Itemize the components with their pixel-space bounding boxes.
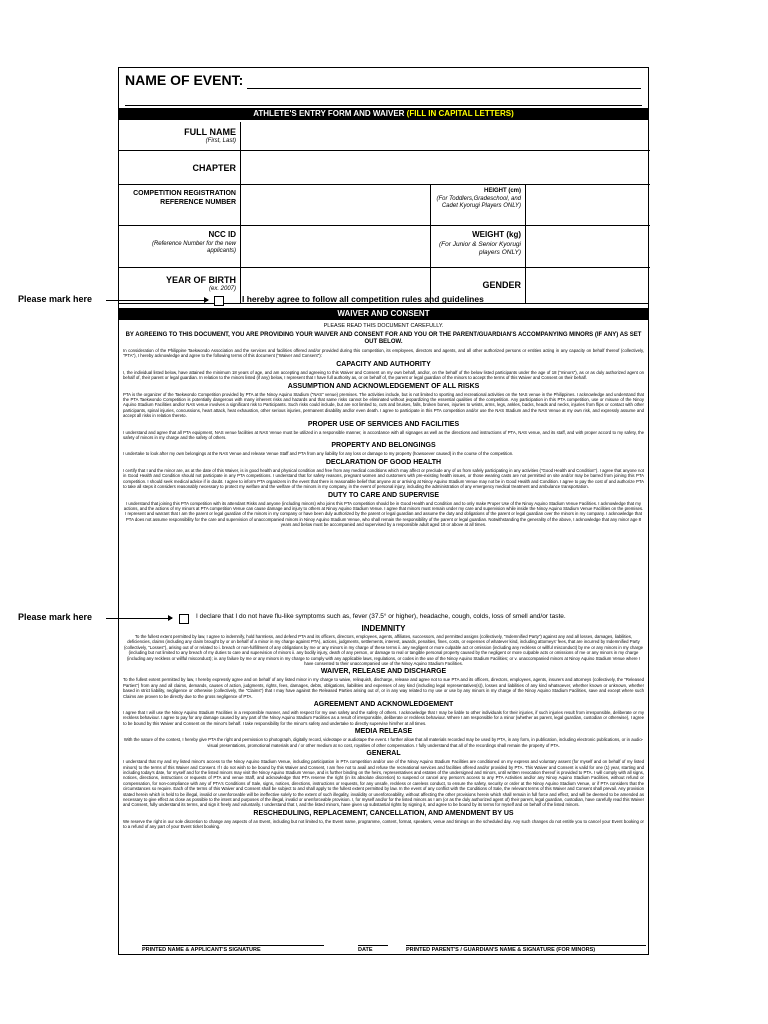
health-heading: DECLARATION OF GOOD HEALTH bbox=[325, 458, 442, 466]
proper-use-text: I understand and agree that all PTA equipment, NAS venue facilities at NAS Venue must be utilized in a responsible manner, in accordance with all signages as well as the directions and instructions of PTA, NAS venue, and its staff, and with proper accord to my safety, the safety of minors in my charge and the safety of others. bbox=[123, 429, 644, 441]
waiver-body-part1 bbox=[123, 323, 644, 529]
event-name-label: NAME OF EVENT: bbox=[125, 72, 244, 88]
waiver-heading: WAIVER, RELEASE AND DISCHARGE bbox=[320, 668, 447, 676]
applicant-signature-field[interactable] bbox=[142, 945, 324, 953]
competition-label: COMPETITION REGISTRATION REFERENCE NUMBER bbox=[133, 190, 236, 206]
full-name-sub: (First, Last) bbox=[205, 138, 236, 144]
capacity-heading: CAPACITY AND AUTHORITY bbox=[336, 360, 431, 368]
birth-sub: (ex. 2007) bbox=[208, 286, 236, 292]
agreement-heading: AGREEMENT AND ACKNOWLEDGEMENT bbox=[313, 701, 454, 709]
height-sub: (For Toddlers,Gradeschool, and Cadet Kyorugi Players ONLY) bbox=[436, 196, 521, 209]
height-label-cell bbox=[431, 185, 526, 226]
waiver-body-part2 bbox=[123, 624, 644, 831]
intro-heading: BY AGREEING TO THIS DOCUMENT, YOU ARE PROVIDING YOUR WAIVER AND CONSENT FOR AND YOU OR THE PARENT/GUARDIAN'S ACCOMPANYING MINORS (IF ANY) AS SET OUT BELOW. bbox=[125, 332, 642, 345]
competition-label-cell bbox=[119, 185, 241, 226]
full-name-label-cell bbox=[119, 122, 241, 151]
ncc-input[interactable] bbox=[241, 226, 431, 268]
date-label: DATE bbox=[358, 947, 373, 953]
property-text: I undertake to look after my own belongings at the NAS Venue and release Venue Staff and PTA from any liability for any loss or damage to my property (howsoever caused) in the course of the competition. bbox=[123, 451, 514, 457]
event-name-row bbox=[125, 72, 645, 90]
health-text: I certify that I and the minor are, as at the date of this Waiver, is in good health and physical condition and free from any medical conditions which may affect or preclude any of us from safely participating in any activities ("Good Health and Condition"). I agree that anyone not in Good Health and Condition should not participate in any PTA competitions. I understand that for safety reasons, pregnant women and customers with pre-existing health issues, or those wearing casts are not permitted on site and/or may be barred from joining this PTA competition. I should seek medical advice if in doubt. I agree to inform PTA organizers in the event that there is reasonable belief that anyone at or arriving at Ninoy Aquino Stadium Venue may not be in Good Health and Condition. I agree to pay the cost of and authorize PTA to take all steps it considers reasonably necessary to protect my welfare and the welfare of the minors in my company, in the event of personal injury, including the administration of any emergency medical treatment and ambulance transportation. bbox=[123, 467, 644, 490]
ncc-label: NCC ID bbox=[208, 230, 236, 239]
applicant-signature-label: PRINTED NAME & APPLICANT'S SIGNATURE bbox=[142, 947, 261, 953]
weight-label-cell bbox=[431, 226, 526, 268]
date-field[interactable] bbox=[358, 945, 388, 953]
gender-label: GENDER bbox=[482, 280, 521, 290]
event-name-input-line2[interactable] bbox=[125, 105, 642, 106]
parent-signature-field[interactable] bbox=[406, 945, 646, 953]
height-input[interactable] bbox=[526, 185, 650, 226]
property-heading: PROPERTY AND BELONGINGS bbox=[331, 442, 436, 450]
athlete-fields-grid bbox=[119, 122, 648, 304]
capacity-text: I, the individual listed below, have attained the minimum 18 years of age, and am accepting and agreeing to this Waiver and Consent on my own behalf, and/or, on the behalf of the below listed participants under the age of 18 ("minors"), as or as duly authorized agent on behalf of, their parent or legal guardian. In relation to the minors listed (if any) below, I represent that I have full authority as, or on behalf of, the parent or legal guardian of the minors to accept the terms of this Waiver and Consent on their behalf. bbox=[123, 369, 644, 381]
risks-heading: ASSUMPTION AND ACKNOWLEDGEMENT OF ALL RISKS bbox=[287, 382, 480, 390]
chapter-label: CHAPTER bbox=[192, 163, 236, 173]
parent-signature-label: PRINTED PARENT'S / GUARDIAN'S NAME & SIGNATURE (FOR MINORS) bbox=[406, 947, 596, 953]
intro-text: In consideration of the Philippine Taekwondo Association and the services and facilities offered and/or provided during this competition, its employees, directors and agents, and all other authorized persons or entities acting in any capacity on behalf thereof (collectively, "PTA"), I hereby acknowledge and agree to the following terms of this document ("Waiver and Consent"): bbox=[123, 348, 644, 359]
full-name-input[interactable] bbox=[241, 122, 650, 151]
general-heading: GENERAL bbox=[366, 750, 401, 758]
agree-rules-checkbox[interactable] bbox=[214, 296, 224, 306]
indemnity-heading: INDEMNITY bbox=[361, 624, 406, 633]
general-text: I understand that my and my listed minor's access to the Ninoy Aquino Stadium Venue, including participation in PTA competition and/or use of the Ninoy Aquino Stadium Facilities are conditioned on my express and voluntary assent (for myself and on behalf of my listed minors) to the terms of this Waiver and Consent. If I do not wish to be bound by this Waiver and Consent, I am free not to avail and refuse the recreational services and facilities offered and/or provided by PTA. This Waiver and Consent is valid for one (1) year, starting and including today's date, for myself and for the listed minors may visit the Ninoy Aquino Stadium Venue, and is further binding on the heirs, representatives and estates of the undersigned and minors, until written revocation thereof is provided to PTA. I will comply with all signs, notices, directions, instructions or requests of PTA and venue Staff, and acknowledge that PTA reserve the right (in its absolute discretion) to suspend or cancel any person's access to any PTA Activities and/or any Ninoy Aquino Stadium Facilities, without refund or compensation, for non-compliance with any of PTA's Conditions of Sale, signs, notices, directions, instructions or requests, for any unsafe, reckless or careless conduct, to ensure the safety, security or order at the Ninoy Aquino Stadium Venue, or if PTA considers that the circumstances so require. Each of the terms of this Waiver and Consent shall be subject to and shall apply to the fullest extent permitted by law. In the event of any conflict with the Conditions of Sale, the relevant terms of this Waiver and Consent shall prevail. Any provision stated herein which is held to be illegal, invalid or unenforceable will be ineffective solely to the extent of such illegality, invalidity or unenforceability, without affecting the other provisions herein which shall remain in full force and effect, and will be deemed to be amended as necessary to give effect as close as possible to the intent and purposes of the illegal, invalid or unenforceable provision. I, for myself and/or for the listed minors as I am (or as the duly authorized agent of) their parent, legal guardian, custodian, have carefully read this Waiver and Consent, fully understand its terms, and sign it freely and voluntarily. I understand that I, and the listed minors, have given up substantial rights by signing it, and agree to be bound by its terms for myself and on behalf of the listed minors. bbox=[123, 759, 644, 808]
duty-heading: DUTY TO CARE AND SUPERVISE bbox=[328, 491, 439, 499]
media-heading: MEDIA RELEASE bbox=[354, 728, 413, 736]
ncc-label-cell bbox=[119, 226, 241, 268]
declare-text: I declare that I do not have flu-like symptoms such as, fever (37.5° or higher), headache, cough, colds, loss of smell and/or taste. bbox=[196, 613, 566, 620]
read-carefully: PLEASE READ THIS DOCUMENT CAREFULLY. bbox=[323, 323, 444, 329]
entry-form-banner: ATHLETE'S ENTRY FORM AND WAIVER (FILL IN CAPITAL LETTERS) bbox=[119, 108, 648, 120]
ncc-sub: (Reference Number for the new applicants) bbox=[151, 241, 236, 254]
entry-form bbox=[118, 67, 649, 955]
event-name-input[interactable] bbox=[247, 88, 641, 89]
declare-checkbox[interactable] bbox=[179, 614, 189, 624]
agreement-text: I agree that I will use the Ninoy Aquino Stadium Facilities in a responsible manner, and with respect for my own safety and the safety of others. I acknowledge that I may be liable to other individuals for their injuries, if such injuries result from irresponsible, deliberate or my reckless behaviour. I agree to pay for any damage caused by any part of the Ninoy Aquino Stadium Facilities as a result of irresponsible, deliberate or reckless behaviour. Where I am responsible for a minor (whether as parent, legal guardian, custodian or otherwise), I agree to be bound by this Waiver and Consent on the minor's behalf. I take responsibility for the minor's safety and undertake to directly supervise him/her at all times. bbox=[123, 710, 644, 726]
mark-here-label: Please mark here bbox=[18, 612, 93, 622]
weight-sub: (For Junior & Senior Kyorugi players ONLY) bbox=[438, 241, 521, 256]
duty-text: I understand that joining this PTA competition with its attendant Risks and anyone (including minors) who joins this PTA competition should be in Good Health and Condition and to only make Proper Use of the Ninoy Aquino Stadium Venue Facilities. I acknowledge that my actions, and the actions of my minors at PTA competition Venue can cause damage and injury to others at Ninoy Aquino Stadium Venue. I agree that minors must remain under my care and supervision while inside the Ninoy Aquino Stadium Venue Facilities on the premises. I represent and warrant that I am the parent or legal guardian of the minors in my company or have been duly authorized by the parent or legal guardian and assume the duty and obligations of the parent or legal guardian over the minors in my company. I acknowledge that PTA does not assume responsibility for the care and supervision of unaccompanied minors in Ninoy Aquino Stadium Venue, who shall remain the responsibility of the parent or legal guardian. Notwithstanding the generality of the above, I acknowledge that any minor age 8 years and below must be accompanied and supervised by a responsible adult aged 18 or above at all times. bbox=[123, 500, 644, 528]
proper-use-heading: PROPER USE OF SERVICES AND FACILITIES bbox=[307, 420, 460, 428]
agree-rules-text: I hereby agree to follow all competition rules and guidelines bbox=[242, 294, 484, 304]
rescheduling-heading: RESCHEDULING, REPLACEMENT, CANCELLATION, AND AMENDMENT BY US bbox=[253, 809, 514, 817]
indemnity-text: To the fullest extent permitted by law, I agree to indemnify, hold harmless, and defend PTA and its officers, directors, employees, agents, affiliates, successors, and permitted assigns (collectively, "Indemnified Party") against any and all losses, damages, liabilities, deficiencies, claims (including any claim brought by or on behalf of a minor in my charge against PTA), actions, judgments, settlements, interest, awards, penalties, fines, costs, or expenses of whatever kind, including attorneys' fees, that are incurred by Indemnified Party (collectively, "Losses"), arising out of or related to i. breach or non-fulfillment of any obligations by me or any minors in my charge of these terms ii. any negligent or more culpable act or omission (including any reckless or willful misconduct) by me or any minors in my charge (including but not limited to any breach of my duties to care and supervision of minors ii. any bodily injury, death of any person, or damage to real or tangible personal property caused by the negligent or more culpable acts or omissions of me or any minors in my charge (including any reckless or willful misconduct); iv. any failure by me or any minors in my charge to comply with any applicable laws, regulations, or codes in the use of the Ninoy Aquino Stadium Facilities; or v. unaccompanied minors at Ninoy Aquino Stadium Venue where I have consented to their unaccompanied use of the Ninoy Aquino Stadium Facilities. bbox=[123, 634, 644, 667]
chapter-label-cell bbox=[119, 151, 241, 185]
mark-here-label: Please mark here bbox=[18, 294, 93, 304]
weight-input[interactable] bbox=[526, 226, 650, 268]
chapter-input[interactable] bbox=[241, 151, 650, 185]
weight-label: WEIGHT (kg) bbox=[472, 230, 521, 239]
birth-label: YEAR OF BIRTH bbox=[165, 275, 236, 285]
rescheduling-text: We reserve the right in our sole discretion to change any aspects of an Event, including but not limited to, the Event name, programme, content, format, speakers, venue and timings on the scheduled day. Any such changes do not entitle you to cancel your Event booking or to a refund of any part of your Event ticket booking. bbox=[123, 818, 644, 830]
waiver-text: To the fullest extent permitted by law, I hereby expressly agree and on behalf of any listed minor in my charge to waive, relinquish, discharge, release and agree not to sue PTA and its officers, directors, employees, agents, insurers and attorneys (collectively, the "Released Parties") from any and all claims, demands, causes of action, judgments, rights, fees, damages, debts, obligations, liabilities and expenses of any kind (including legal representatives(s)), losses and liabilities of any kind whatsoever, whether known or unknown, whether based in strict liability, negligence or otherwise (collectively, the "Claims") that I may have against the Released Parties arising out of, or in any way related to my use or use by any minors in my charge of the Ninoy Aquino Stadium Facilities, save and except where such Claims are proven to be directly due to the gross negligence of PTA. bbox=[123, 677, 644, 699]
competition-input[interactable] bbox=[241, 185, 431, 226]
waiver-banner: WAIVER AND CONSENT bbox=[119, 308, 648, 320]
gender-input[interactable] bbox=[526, 268, 650, 303]
full-name-label: FULL NAME bbox=[184, 127, 236, 137]
height-label: HEIGHT (cm) bbox=[483, 188, 521, 194]
media-text: With the nature of the contest, I hereby give PTA the right and permission to photograph, digitally record, videotape or audiotape the event. I further allow that all materials recorded may be used by PTA, in any form, in publication, including electronic publications, or in audio-visual presentations, promotional materials and / or other medium at no cost, royalties of other compensation. I fully understand that all of the recordings shall remain the property of PTA. bbox=[123, 737, 644, 748]
risks-text: PTA is the organizer of the Taekwondo Competition provided by PTA at the Ninoy Aquino Stadium ("NAS" venue) premises. The activities include, but is not limited to sporting and recreational activities on the NAS venue in the Philippines. I acknowledge and understand that the PTA Taekwondo Competition is potentially dangerous with many inherent risks and hazards and that same risks cannot be eliminated without jeopardizing the essential qualities of the competition. Any participation in this PTA competition, use or misuse of the Ninoy Aquino Stadium Facilities and/or NAS venue involves a significant risk to Participants. Such risks could include, but are not limited to, cuts and bruises, falls, broken bones, injuries to wrists, arms, legs, ankles, backs, heads and necks, injuries from flips or contact with other participants, spinal injuries, concussions, heart attack, heat exhaustion, other serious injuries, permanent disability and/or even death. I agree to participate in this PTA competition and/or use the NAS Stadium and the NAS Venue at my own risk, and expressly assume and accept all risks in relation thereto. bbox=[123, 391, 644, 419]
